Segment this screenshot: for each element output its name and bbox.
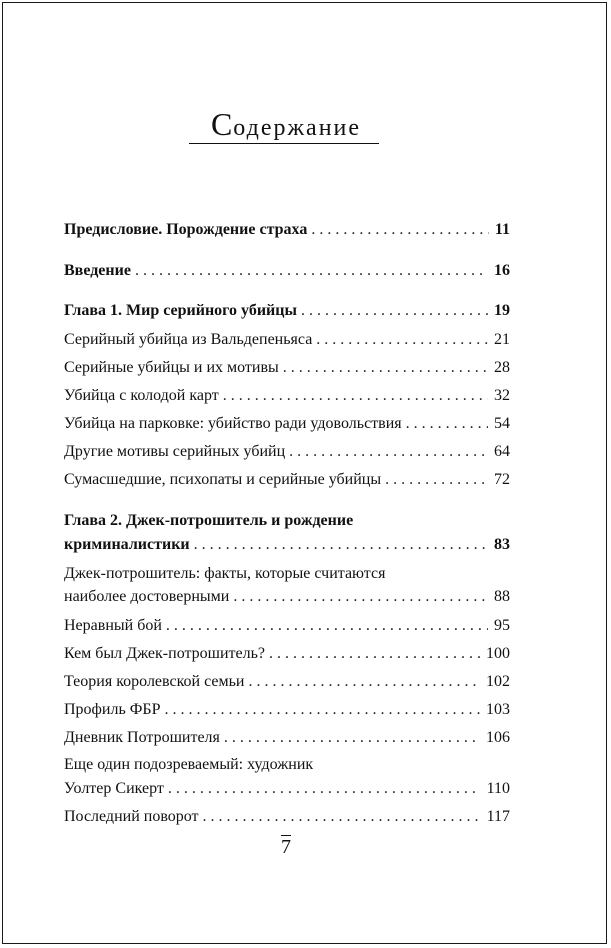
- toc-entry-page: 83: [494, 536, 510, 553]
- leader-dots: [311, 218, 489, 242]
- leader-dots: [283, 356, 488, 380]
- toc-entry-page: 106: [486, 729, 510, 746]
- leader-dots: [168, 777, 481, 801]
- leader-dots: [194, 533, 488, 557]
- leader-dots: [249, 670, 481, 694]
- toc-entry-page: 95: [494, 617, 510, 634]
- toc-entry-page: 102: [486, 673, 510, 690]
- toc-entry-label: Профиль ФБР: [64, 701, 161, 718]
- toc-entry[interactable]: [64, 328, 510, 352]
- toc-entry-label: Теория королевской семьи: [64, 673, 245, 690]
- leader-dots: [385, 468, 488, 492]
- leader-dots: [233, 585, 488, 609]
- page-title-rest: одержание: [233, 115, 362, 141]
- toc-entry-page: 117: [486, 808, 510, 825]
- toc-entry-label: Неравный бой: [64, 617, 162, 634]
- page-title-initial: С: [210, 106, 234, 142]
- toc-entry-label: Уолтер Сикерт: [64, 780, 164, 797]
- toc-entry[interactable]: [64, 299, 510, 323]
- toc-entry[interactable]: [64, 642, 510, 666]
- toc-entry[interactable]: [64, 585, 510, 609]
- toc-entry-page: 32: [494, 387, 510, 404]
- toc-entry-label: Убийца с колодой карт: [64, 387, 219, 404]
- toc-entry-page: 28: [494, 359, 510, 376]
- toc-entry-page: 21: [494, 331, 510, 348]
- title-underline: [189, 143, 379, 144]
- toc-entry-label-line1[interactable]: Джек-потрошитель: факты, которые считаются: [64, 565, 386, 582]
- leader-dots: [165, 698, 481, 722]
- toc-entry[interactable]: [64, 259, 510, 283]
- toc-entry-page: 11: [494, 221, 510, 238]
- toc-entry-page: 72: [494, 471, 510, 488]
- toc-entry-page: 88: [494, 588, 510, 605]
- toc-entry-label: Последний поворот: [64, 808, 199, 825]
- toc-entry-label: Введение: [64, 262, 131, 279]
- toc-entry[interactable]: [64, 218, 510, 242]
- toc-entry[interactable]: [64, 777, 510, 801]
- toc-entry-page: 110: [486, 780, 510, 797]
- toc-entry-page: 103: [486, 701, 510, 718]
- toc-entry-label-line1[interactable]: Еще один подозреваемый: художник: [64, 756, 314, 773]
- toc-entry-label: Другие мотивы серийных убийц: [64, 443, 286, 460]
- leader-dots: [406, 412, 488, 436]
- toc-entry-label: Сумасшедшие, психопаты и серийные убийцы: [64, 471, 382, 488]
- toc-entry[interactable]: [64, 726, 510, 750]
- toc-entry-label: Серийные убийцы и их мотивы: [64, 359, 279, 376]
- toc-entry-label: криминалистики: [64, 536, 190, 553]
- leader-dots: [135, 259, 488, 283]
- toc-entry-label: Дневник Потрошителя: [64, 729, 220, 746]
- toc-entry-label: Кем был Джек-потрошитель?: [64, 645, 266, 662]
- toc-entry[interactable]: [64, 805, 510, 829]
- toc-entry-label: Убийца на парковке: убийство ради удовольствия: [64, 415, 402, 432]
- toc-entry-page: 16: [494, 262, 510, 279]
- toc-entry-page: 64: [494, 443, 510, 460]
- toc-entry[interactable]: [64, 698, 510, 722]
- toc-entry[interactable]: [64, 356, 510, 380]
- toc-entry[interactable]: [64, 670, 510, 694]
- page-number: 7: [281, 836, 291, 858]
- toc-entry-label: наиболее достоверными: [64, 588, 230, 605]
- leader-dots: [203, 805, 481, 829]
- toc-entry-page: 54: [494, 415, 510, 432]
- leader-dots: [223, 384, 488, 408]
- toc-entry-label: Предисловие. Порождение страха: [64, 221, 308, 238]
- leader-dots: [316, 328, 488, 352]
- toc-entry[interactable]: [64, 384, 510, 408]
- toc-entry[interactable]: [64, 440, 510, 464]
- leader-dots: [289, 440, 488, 464]
- leader-dots: [269, 642, 480, 666]
- leader-dots: [224, 726, 480, 750]
- toc-entry[interactable]: [64, 533, 510, 557]
- leader-dots: [301, 299, 488, 323]
- toc-entry[interactable]: [64, 468, 510, 492]
- toc-entry-label: Глава 1. Мир серийного убийцы: [64, 302, 297, 319]
- page-title: [190, 104, 382, 148]
- toc-entry[interactable]: [64, 614, 510, 638]
- toc-entry-label: Серийный убийца из Вальдепеньяса: [64, 331, 313, 348]
- leader-dots: [166, 614, 488, 638]
- toc-entry-label-line1[interactable]: Глава 2. Джек-потрошитель и рождение: [64, 512, 354, 529]
- toc-entry-page: 19: [494, 302, 510, 319]
- toc-entry-page: 100: [486, 645, 510, 662]
- toc-entry[interactable]: [64, 412, 510, 436]
